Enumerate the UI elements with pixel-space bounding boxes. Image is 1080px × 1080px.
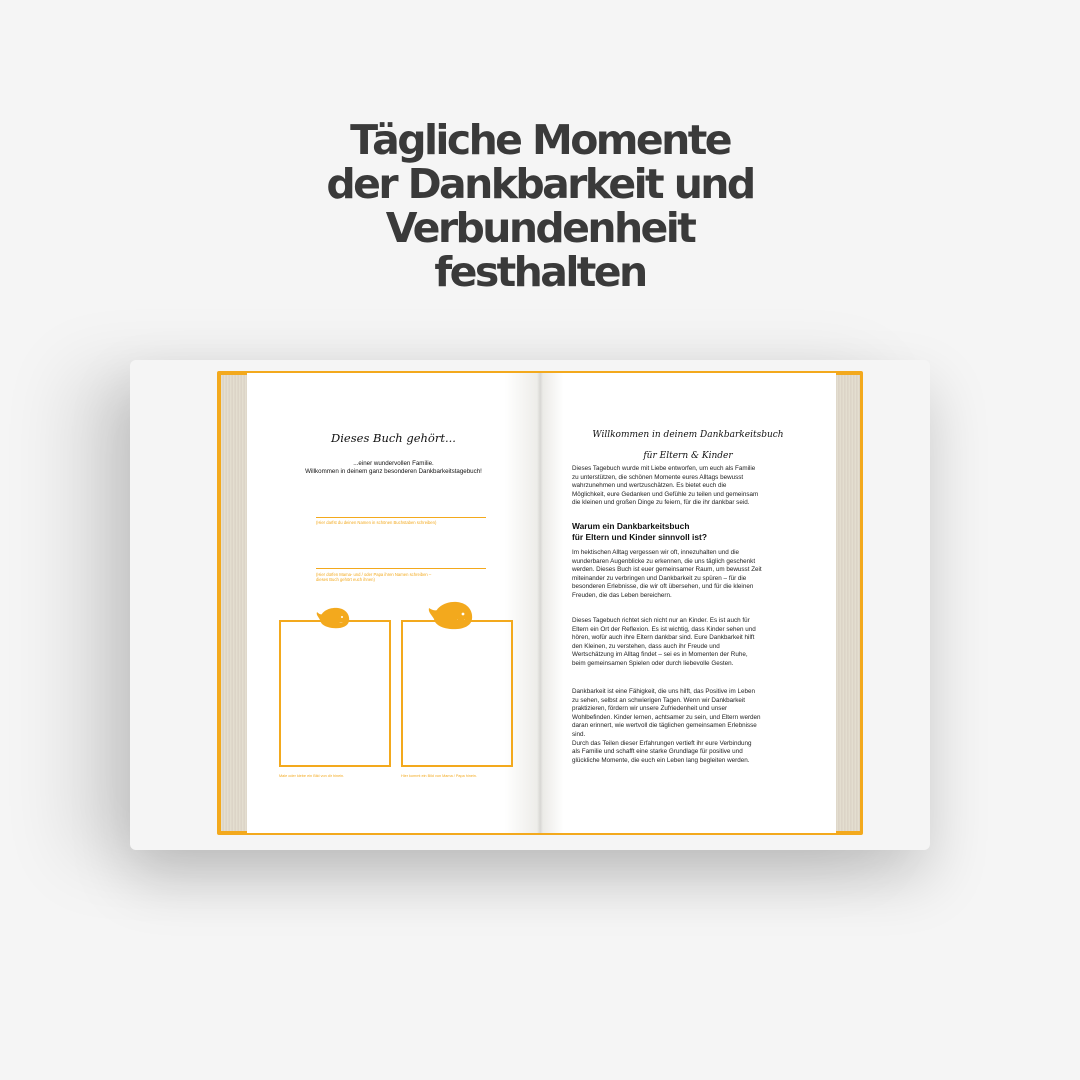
hint-line: dieses Buch gehört euch ihnen) [316, 577, 375, 583]
text-line: Dankbarkeit ist eine Fähigkeit, die uns hilft, das Positive im Leben [572, 688, 756, 695]
right-page-title [560, 425, 816, 467]
text-line: besonderen Erlebnisse, die wir oft übersehen, und für die kleinen [572, 583, 754, 591]
text-line: Eltern ein Ort der Reflexion. Es ist wichtig, dass Kinder sehen und [572, 625, 756, 633]
text-line: wunderbaren Augenblicke zu erkennen, die uns täglich geschenkt [572, 557, 756, 565]
title-line: Willkommen in deinem Dankbarkeitsbuch [592, 430, 784, 440]
title-line: für Eltern & Kinder [643, 451, 733, 461]
parent-photo-frame [401, 620, 513, 767]
heading-line: Warum ein Dankbarkeitsbuch [572, 521, 690, 531]
parent-photo-caption: Hier kommt ein Bild von Mama / Papa hinein. [401, 774, 477, 778]
text-line: den Kleinen, zu verstehen, dass auch ihr Freude und [572, 642, 720, 650]
paragraph-3 [572, 688, 816, 765]
left-page-subtitle [260, 460, 527, 476]
hint-line: (Hier darfst du deinen Namen in schönen Buchstaben schreiben) [316, 520, 437, 525]
page-edges-right [832, 375, 860, 831]
child-name-hint [316, 520, 491, 525]
subtitle-line: Willkommen in deinem ganz besonderen Dankbarkeitstagebuch! [305, 468, 482, 475]
heading-line: für Eltern und Kinder sinnvoll ist? [572, 532, 707, 542]
headline-line: Verbundenheit [385, 204, 695, 252]
text-line: Im hektischen Alltag vergessen wir oft, innezuhalten und die [572, 549, 739, 556]
text-line: die kleinen und großen Dinge zu feiern, für die ihr dankbar seid. [572, 499, 750, 507]
text-line: Wertschätzung im Alltag findet – sei es in Momenten der Ruhe, [572, 651, 748, 659]
hint-line: (Hier dürfen Mama- und / oder Papa ihren Namen schreiben – [316, 572, 432, 577]
text-line: Dieses Tagebuch wurde mit Liebe entworfen, um euch als Familie [572, 465, 756, 472]
headline-line: festhalten [434, 248, 646, 296]
subtitle-line: ...einer wundervollen Familie. [353, 460, 434, 467]
headline [0, 118, 1080, 294]
text-line: Durch das Teilen dieser Erfahrungen vertieft ihr eure Verbindung [572, 739, 752, 747]
left-page-title: Dieses Buch gehört... [331, 431, 456, 445]
parent-name-line [316, 568, 486, 569]
paragraph-1 [572, 549, 816, 601]
child-photo-frame [279, 620, 391, 767]
text-line: zu sehen, selbst an schwierigen Tagen. Wenn wir Dankbarkeit [572, 696, 746, 704]
headline-line: Tägliche Momente [350, 116, 730, 164]
text-line: sind. [572, 730, 586, 738]
text-line: Möglichkeit, eure Gedanken und Gefühle zu teilen und gemeinsam [572, 490, 759, 498]
child-photo-caption: Male oder klebe ein Bild von dir hinein. [279, 774, 345, 778]
child-name-line [316, 517, 486, 518]
text-line: Wohlbefinden. Kinder lernen, achtsamer zu sein, und Eltern werden [572, 713, 761, 721]
text-line: glückliche Momente, die euch ein Leben lang begleiten werden. [572, 756, 750, 764]
text-line: zu unterstützen, die schönen Momente eures Alltags bewusst [572, 473, 744, 481]
text-line: miteinander zu verbringen und Dankbarkeit zu spüren – für die [572, 574, 747, 582]
text-line: daran erinnert, wie wertvoll die täglichen gemeinsamen Erlebnisse [572, 722, 757, 730]
headline-line: der Dankbarkeit und [326, 160, 754, 208]
text-line: Dieses Tagebuch richtet sich nicht nur an Kinder. Es ist auch für [572, 617, 750, 624]
text-line: wahrzunehmen und wertzuschätzen. Es bietet euch die [572, 482, 727, 490]
intro-paragraph [572, 465, 816, 508]
section-heading [572, 521, 816, 543]
parent-name-hint [316, 572, 491, 583]
text-line: praktizieren, fördern wir unsere Zufriedenheit und unser [572, 705, 728, 713]
text-line: hören, wofür auch ihre Eltern dankbar sind. Eure Dankbarkeit hilft [572, 634, 755, 642]
text-line: werden. Dieses Buch ist euer gemeinsamer Raum, um bewusst Zeit [572, 566, 762, 574]
text-line: als Familie und schafft eine starke Grundlage für positive und [572, 748, 743, 756]
text-line: Freuden, die das Leben bereichern. [572, 591, 672, 599]
text-line: beim gemeinsamen Spielen oder durch liebevolle Gesten. [572, 659, 734, 667]
paragraph-2 [572, 617, 816, 669]
